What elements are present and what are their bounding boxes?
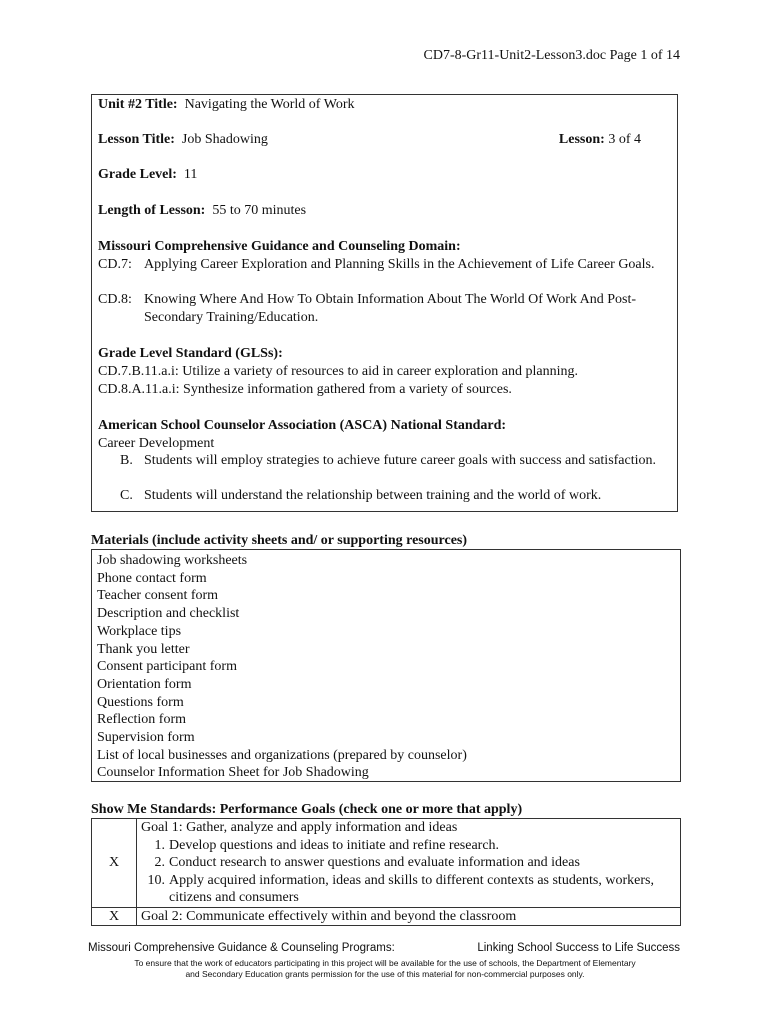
material-item: Thank you letter [97,641,190,657]
lesson-title-row [98,131,671,149]
domain-item: CD.8: Knowing Where And How To Obtain Information About The World Of Work And Post-Secondary Training/Education. [98,292,637,325]
material-item: Job shadowing worksheets [97,553,248,568]
grade-level-label: Grade Level: [98,167,177,182]
lesson-number [559,131,641,149]
lesson-number-label: Lesson: [558,132,605,147]
materials-box [91,549,681,782]
material-item: Questions form [97,694,184,710]
material-item: Supervision form [97,730,195,746]
unit-title-label: Unit #2 Title: [98,97,178,112]
material-item: Workplace tips [97,623,182,639]
gls-heading: Grade Level Standard (GLSs): [98,346,283,361]
footer-program-name: Missouri Comprehensive Guidance & Counseling Programs: [88,942,395,954]
material-item: Orientation form [97,676,192,692]
grade-level-row [98,166,671,184]
asca-heading: American School Counselor Association (ASCA) National Standard: [98,418,507,433]
goal-row [92,819,681,908]
lesson-length-row [98,202,671,220]
lesson-number-value: 3 of 4 [608,132,641,147]
material-item: List of local businesses and organizations (prepared by counselor) [97,747,467,763]
grade-level-value: 11 [183,167,198,182]
show-me-standards-heading: Show Me Standards: Performance Goals (check one or more that apply) [91,802,523,817]
domain-heading: Missouri Comprehensive Guidance and Counseling Domain: [98,239,461,254]
goal-check-mark: X [92,819,137,908]
gls-item: CD.7.B.11.a.i: Utilize a variety of resources to aid in career exploration and planning. [98,364,578,379]
goal-title: Goal 2: Communicate effectively within and beyond the classroom [137,907,681,926]
material-item: Teacher consent form [97,588,219,604]
goal-content [137,819,681,908]
lesson-length-value: 55 to 70 minutes [212,203,307,218]
lesson-length-label: Length of Lesson: [98,203,206,218]
asca-item: B. Students will employ strategies to achieve future career goals with success and satisfaction. [120,453,657,468]
lesson-info-box [91,94,678,512]
asca-area: Career Development [98,436,215,451]
material-item: Reflection form [97,712,187,728]
document-reference: CD7-8-Gr11-Unit2-Lesson3.doc Page 1 of 14 [423,48,680,63]
lesson-title-label: Lesson Title: [98,132,175,147]
materials-heading: Materials (include activity sheets and/ or supporting resources) [91,533,468,548]
material-item: Consent participant form [97,659,237,675]
domain-item: CD.7: Applying Career Exploration and Planning Skills in the Achievement of Life Career Goals. [98,257,655,272]
footer-tagline: Linking School Success to Life Success [477,942,680,954]
show-me-standards-table [91,818,681,926]
goal-item: 2. Conduct research to answer questions and evaluate information and ideas [154,855,580,870]
goal-item: 1. Develop questions and ideas to initiate and refine research. [154,837,500,853]
goal-title: Goal 1: Gather, analyze and apply information and ideas [141,820,458,835]
goal-check-mark: X [92,907,137,926]
material-item: Description and checklist [97,606,240,622]
asca-item: C. Students will understand the relationship between training and the world of work. [120,488,602,503]
material-item: Phone contact form [97,570,207,586]
goal-item: 10. Apply acquired information, ideas and skills to different contexts as students, workers, citizens and consumers [147,872,654,905]
gls-item: CD.8.A.11.a.i: Synthesize information gathered from a variety of sources. [98,382,512,397]
unit-title-row [98,96,671,114]
goal-row [92,907,681,926]
material-item: Counselor Information Sheet for Job Shadowing [97,765,369,781]
unit-title-value: Navigating the World of Work [184,97,355,112]
permission-notice: To ensure that the work of educators participating in this project will be available for the use of schools, the Department of Elementary and Secondary Education grants permission for the use of this material for non-commercial purposes only. [134,958,636,979]
lesson-title-value: Job Shadowing [181,132,268,147]
